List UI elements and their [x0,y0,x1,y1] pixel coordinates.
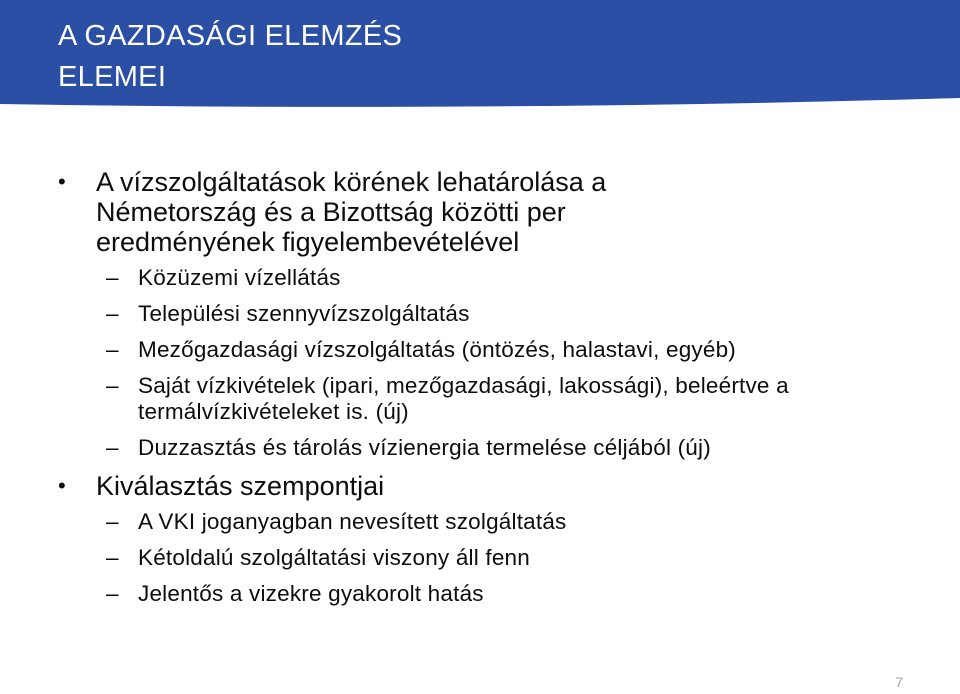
sub-item [58,435,938,461]
sub-item [58,337,938,363]
bullet-item [58,471,938,501]
dash-icon: – [106,435,119,460]
sub-item-text: Települési szennyvízszolgáltatás [138,301,470,326]
bullet-text: Kiválasztás szempontjai [96,471,385,501]
slide-title-line-1: A GAZDASÁGI ELEMZÉS [58,20,403,52]
bullet-item [58,167,696,257]
sub-item-text: Duzzasztás és tárolás vízienergia termelése céljából (új) [138,435,711,460]
page-number: 7 [895,674,903,690]
dash-icon: – [106,509,119,534]
sub-item-text: Közüzemi vízellátás [138,265,341,290]
sub-item [58,509,938,535]
sub-item [58,545,938,571]
sub-item-text: Saját vízkivételek (ipari, mezőgazdasági, lakossági), beleértve a termálvízkivételeket is. (új) [138,373,789,424]
dash-icon: – [106,265,119,290]
dash-icon: – [106,581,119,606]
dash-icon: – [106,301,119,326]
sub-item [58,581,938,607]
sub-item [58,301,938,327]
bullet-icon: • [58,473,66,498]
dash-icon: – [106,337,119,362]
sub-item [58,373,828,425]
sub-item [58,265,938,291]
sub-item-text: A VKI joganyagban nevesített szolgáltatás [138,509,567,534]
slide-title-line-2: ELEMEI [58,61,167,93]
bullet-text: A vízszolgáltatások körének lehatárolása a Németország és a Bizottság közötti per eredményének figyelembevételével [96,167,607,257]
slide-title [58,16,402,98]
sub-item-text: Jelentős a vizekre gyakorolt hatás [138,581,484,606]
slide-body [58,167,938,617]
title-banner [0,0,960,110]
dash-icon: – [106,373,119,398]
bullet-icon: • [58,169,66,194]
sub-item-text: Mezőgazdasági vízszolgáltatás (öntözés, halastavi, egyéb) [138,337,736,362]
sub-item-text: Kétoldalú szolgáltatási viszony áll fenn [138,545,530,570]
dash-icon: – [106,545,119,570]
